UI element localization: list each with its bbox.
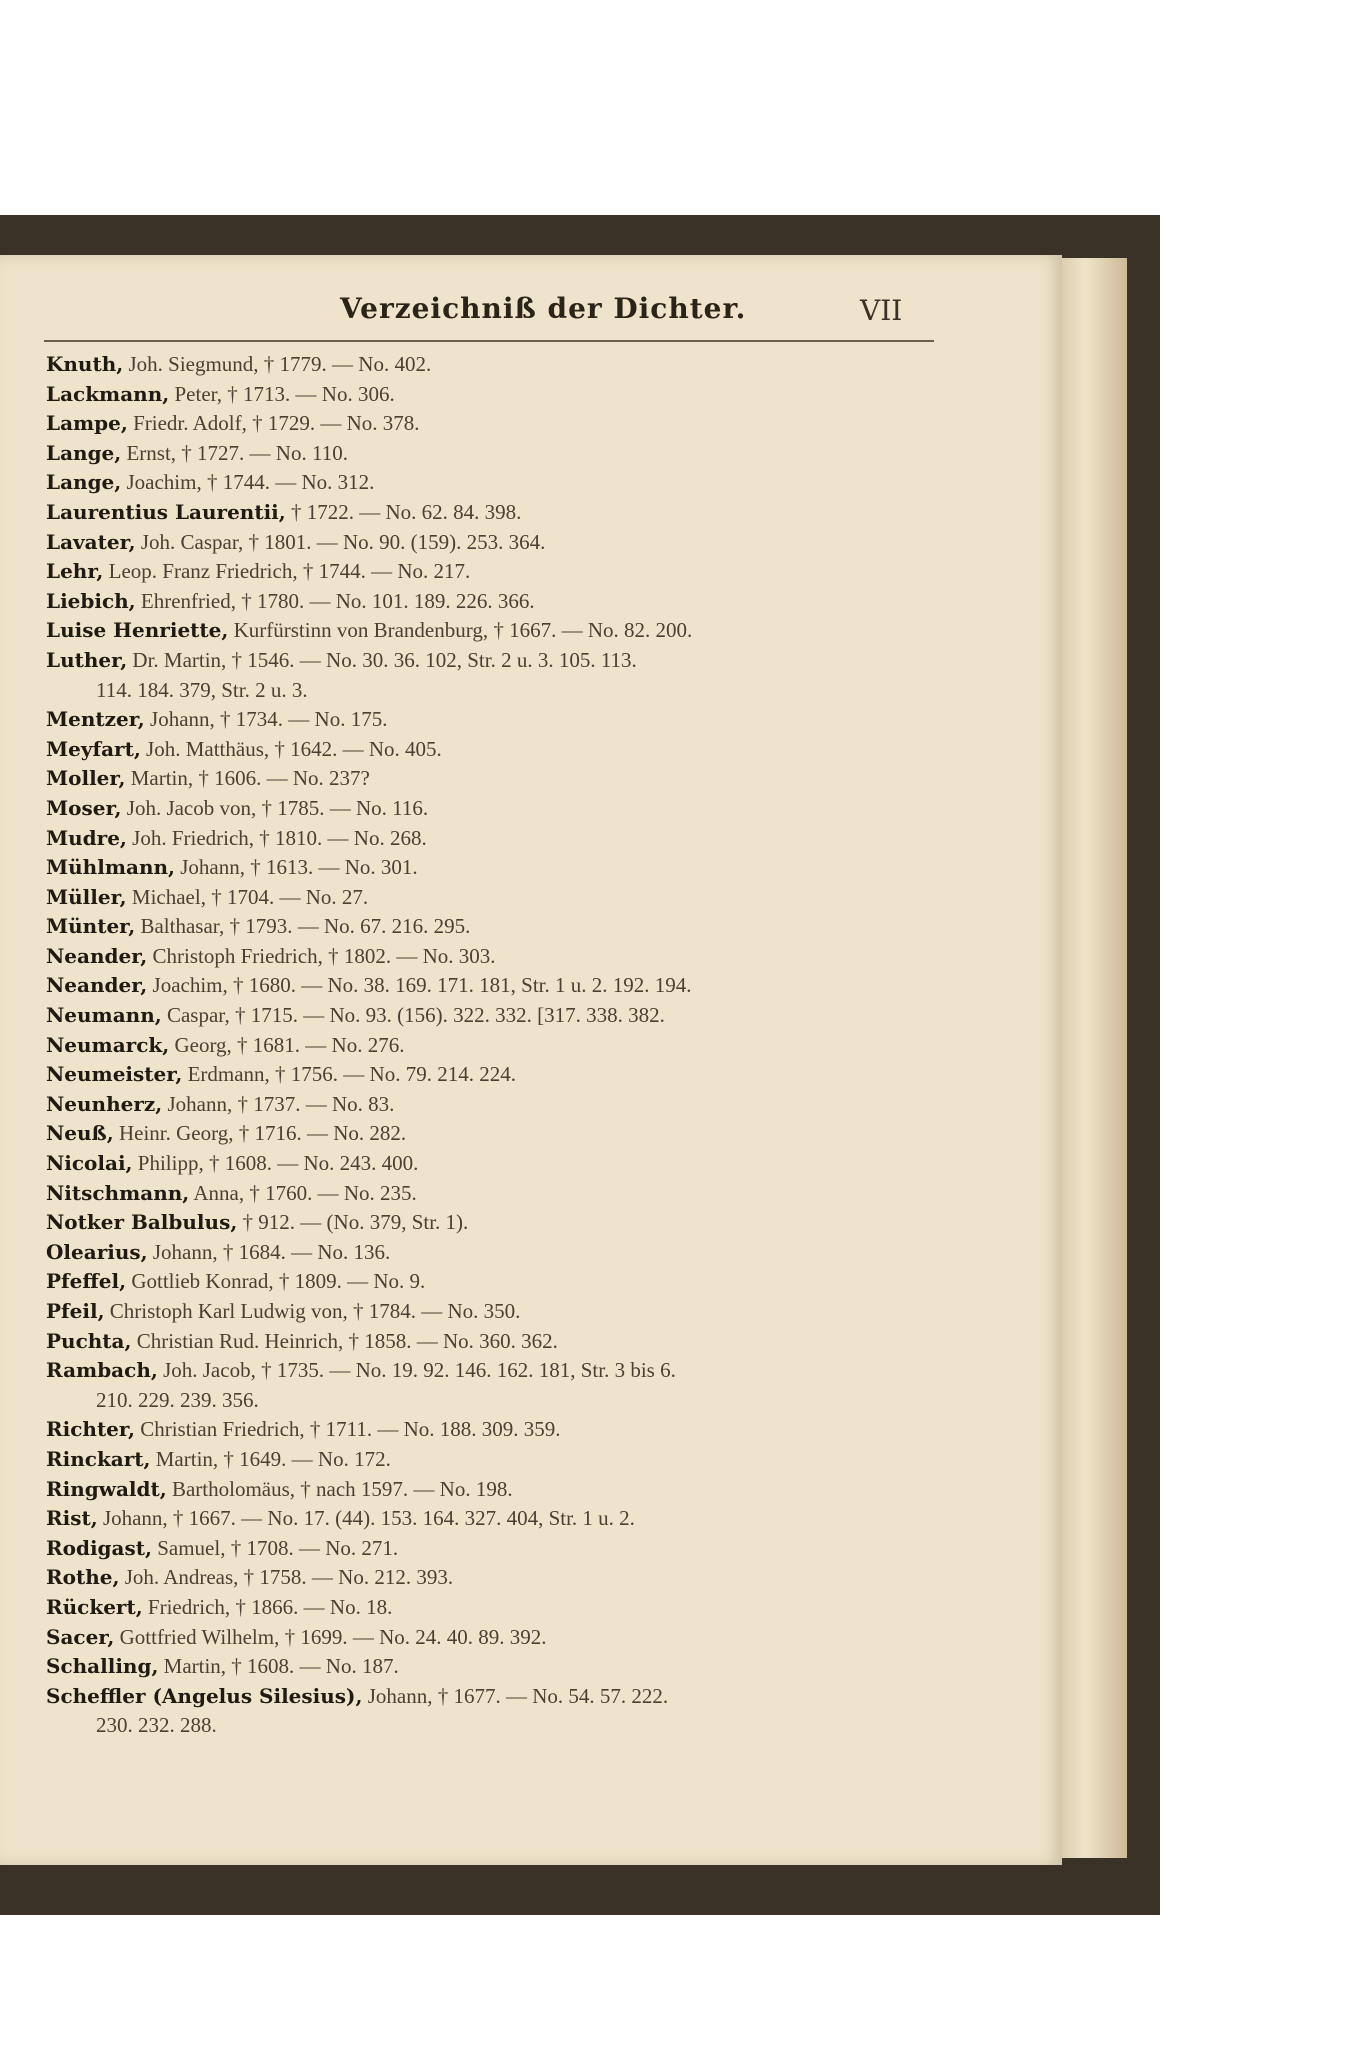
poet-details: Bartholomäus, † nach 1597. — No. 198. xyxy=(166,1476,513,1501)
poet-details: † 912. — (No. 379, Str. 1). xyxy=(237,1210,469,1235)
poet-name: Rodigast, xyxy=(46,1535,152,1560)
index-entry xyxy=(46,616,946,646)
poet-details: Heinr. Georg, † 1716. — No. 282. xyxy=(113,1121,407,1146)
index-entry xyxy=(46,468,946,498)
poet-name: Meyfart, xyxy=(46,736,141,761)
index-entry xyxy=(46,705,946,735)
index-entry xyxy=(46,794,946,824)
poet-name: Lackmann, xyxy=(46,381,170,406)
index-entry xyxy=(46,942,946,972)
poet-name: Mudre, xyxy=(46,825,127,850)
poet-name: Pfeil, xyxy=(46,1299,105,1323)
poet-name: Schalling, xyxy=(46,1654,159,1679)
index-entry xyxy=(46,735,946,765)
index-entry xyxy=(46,824,946,854)
index-entry xyxy=(46,528,946,558)
poet-name: Münter, xyxy=(46,914,136,939)
poet-name: Nicolai, xyxy=(46,1151,133,1176)
poet-name: Moser, xyxy=(46,795,122,820)
poet-details: Balthasar, † 1793. — No. 67. 216. 295. xyxy=(135,914,471,939)
poet-name: Rothe, xyxy=(46,1565,120,1590)
poet-name: Mühlmann, xyxy=(46,855,175,880)
poet-name: Neander, xyxy=(46,973,148,998)
poet-name: Rinckart, xyxy=(46,1446,151,1471)
poet-name: Rambach, xyxy=(46,1358,158,1383)
poet-name: Neander, xyxy=(46,943,148,968)
poet-name: Notker Balbulus, xyxy=(46,1210,238,1235)
index-entry xyxy=(46,971,946,1001)
poet-name: Ringwaldt, xyxy=(46,1476,167,1501)
index-entry xyxy=(46,1504,946,1534)
poet-name: Pfeffel, xyxy=(46,1269,127,1294)
index-entry xyxy=(46,439,946,469)
index-entry xyxy=(46,498,946,528)
poet-name: Rückert, xyxy=(46,1594,143,1619)
index-entry xyxy=(46,1593,946,1623)
poet-name: Müller, xyxy=(46,884,127,909)
poet-name: Moller, xyxy=(46,766,126,791)
poet-name: Luise Henriette, xyxy=(46,618,229,643)
index-entry xyxy=(46,1652,946,1682)
poet-details: Christian Rud. Heinrich, † 1858. — No. 360. 362. xyxy=(131,1328,558,1353)
poet-details: Ernst, † 1727. — No. 110. xyxy=(121,440,348,465)
poet-details: Johann, † 1667. — No. 17. (44). 153. 164. 327. 404, Str. 1 u. 2. xyxy=(97,1506,635,1531)
poet-name: Neuß, xyxy=(46,1121,114,1146)
index-entry xyxy=(46,1445,946,1475)
index-entry xyxy=(46,557,946,587)
poet-details: Christoph Friedrich, † 1802. — No. 303. xyxy=(147,943,496,968)
poet-name: Nitschmann, xyxy=(46,1180,190,1205)
poet-details: Joh. Jacob von, † 1785. — No. 116. xyxy=(121,795,429,820)
poet-name: Sacer, xyxy=(46,1624,115,1649)
index-entry xyxy=(46,1267,946,1297)
page-edges xyxy=(1055,258,1127,1858)
index-entry xyxy=(46,1327,946,1357)
index-entry xyxy=(46,1415,946,1445)
poet-details: Christian Friedrich, † 1711. — No. 188. 309. 359. xyxy=(134,1417,561,1442)
index-entry xyxy=(46,1119,946,1149)
poet-details: Joh. Siegmund, † 1779. — No. 402. xyxy=(123,352,432,376)
poet-name: Luther, xyxy=(46,647,128,672)
index-entry xyxy=(46,883,946,913)
poet-details: Gottlieb Konrad, † 1809. — No. 9. xyxy=(126,1269,426,1294)
index-entry xyxy=(46,409,946,439)
poet-name: Neumeister, xyxy=(46,1062,183,1087)
index-entry xyxy=(46,1179,946,1209)
poet-details: Martin, † 1608. — No. 187. xyxy=(158,1654,399,1679)
poet-details: Johann, † 1613. — No. 301. xyxy=(174,855,418,880)
poet-name: Lange, xyxy=(46,440,122,465)
poet-details: Joh. Friedrich, † 1810. — No. 268. xyxy=(126,825,427,850)
poet-details-continued: 230. 232. 288. xyxy=(96,1713,217,1738)
index-entry xyxy=(46,1356,946,1415)
header-rule xyxy=(44,340,934,342)
index-entry xyxy=(46,1534,946,1564)
index-entry xyxy=(46,646,946,705)
poet-details: Joh. Caspar, † 1801. — No. 90. (159). 253. 364. xyxy=(135,529,546,554)
index-entry xyxy=(46,1208,946,1238)
poet-details: Johann, † 1684. — No. 136. xyxy=(147,1239,391,1264)
poet-name: Neumarck, xyxy=(46,1032,170,1057)
page-header xyxy=(0,292,940,332)
poet-details: Philipp, † 1608. — No. 243. 400. xyxy=(132,1151,419,1176)
index-entry xyxy=(46,1623,946,1653)
poet-details: Joh. Jacob, † 1735. — No. 19. 92. 146. 162. 181, Str. 3 bis 6. xyxy=(157,1358,676,1383)
page-title: Verzeichniß der Dichter. xyxy=(340,292,747,325)
poet-details: Friedrich, † 1866. — No. 18. xyxy=(142,1594,393,1619)
poet-details: Gottfried Wilhelm, † 1699. — No. 24. 40. 89. 392. xyxy=(114,1624,547,1649)
index-entry xyxy=(46,1149,946,1179)
index-entry xyxy=(46,1238,946,1268)
index-entry xyxy=(46,1031,946,1061)
poet-name: Lehr, xyxy=(46,559,104,584)
poet-name: Neunherz, xyxy=(46,1091,163,1116)
poet-name: Olearius, xyxy=(46,1239,148,1264)
index-entry xyxy=(46,380,946,410)
index-entry xyxy=(46,350,946,380)
poet-name: Lavater, xyxy=(46,529,136,554)
poet-name: Rist, xyxy=(46,1506,98,1531)
poet-details-continued: 114. 184. 379, Str. 2 u. 3. xyxy=(96,677,308,702)
poet-details: Friedr. Adolf, † 1729. — No. 378. xyxy=(127,411,420,436)
index-entry xyxy=(46,1001,946,1031)
poet-details: Michael, † 1704. — No. 27. xyxy=(126,884,369,909)
poet-details: Georg, † 1681. — No. 276. xyxy=(169,1032,405,1057)
poet-details: Caspar, † 1715. — No. 93. (156). 322. 332. [317. 338. 382. xyxy=(161,1003,665,1028)
index-entry xyxy=(46,1297,946,1327)
poet-details: Johann, † 1677. — No. 54. 57. 222. xyxy=(362,1683,669,1708)
poet-name: Scheffler (Angelus Silesius), xyxy=(46,1683,363,1708)
index-entry xyxy=(46,1060,946,1090)
poet-details: Samuel, † 1708. — No. 271. xyxy=(151,1535,399,1560)
poet-name: Richter, xyxy=(46,1417,135,1442)
poet-name: Knuth, xyxy=(46,352,124,376)
poet-details: Leop. Franz Friedrich, † 1744. — No. 217. xyxy=(103,559,471,584)
index-entry xyxy=(46,853,946,883)
poet-details: Erdmann, † 1756. — No. 79. 214. 224. xyxy=(182,1062,516,1087)
poet-name: Neumann, xyxy=(46,1003,162,1028)
page-number: VII xyxy=(860,294,903,327)
poet-name: Lampe, xyxy=(46,411,128,436)
poet-name: Mentzer, xyxy=(46,707,145,732)
poet-details: Johann, † 1737. — No. 83. xyxy=(162,1091,395,1116)
poet-name: Laurentius Laurentii, xyxy=(46,499,286,524)
index-entry xyxy=(46,1475,946,1505)
poet-details: Johann, † 1734. — No. 175. xyxy=(144,707,388,732)
index-entry xyxy=(46,1563,946,1593)
poet-details: † 1722. — No. 62. 84. 398. xyxy=(285,499,522,524)
index-entry xyxy=(46,1682,946,1741)
poet-details: Martin, † 1649. — No. 172. xyxy=(150,1446,391,1471)
poet-details: Christoph Karl Ludwig von, † 1784. — No. 350. xyxy=(104,1299,521,1323)
index-entry xyxy=(46,1090,946,1120)
poet-details: Dr. Martin, † 1546. — No. 30. 36. 102, Str. 2 u. 3. 105. 113. xyxy=(127,647,637,672)
poet-details: Peter, † 1713. — No. 306. xyxy=(169,381,395,406)
poet-name: Lange, xyxy=(46,470,122,495)
poet-details: Joh. Andreas, † 1758. — No. 212. 393. xyxy=(119,1565,454,1590)
index-entry xyxy=(46,764,946,794)
poet-details: Joachim, † 1744. — No. 312. xyxy=(121,470,375,495)
poet-details: Joh. Matthäus, † 1642. — No. 405. xyxy=(140,736,442,761)
poet-name: Liebich, xyxy=(46,588,136,613)
poet-details: Martin, † 1606. — No. 237? xyxy=(125,766,370,791)
poet-details: Anna, † 1760. — No. 235. xyxy=(189,1180,417,1205)
poet-details: Kurfürstinn von Brandenburg, † 1667. — No. 82. 200. xyxy=(228,618,693,643)
poet-details: Ehrenfried, † 1780. — No. 101. 189. 226. 366. xyxy=(135,588,535,613)
index-entry xyxy=(46,587,946,617)
poet-details: Joachim, † 1680. — No. 38. 169. 171. 181, Str. 1 u. 2. 192. 194. xyxy=(147,973,692,998)
index-entry xyxy=(46,912,946,942)
poet-details-continued: 210. 229. 239. 356. xyxy=(96,1387,259,1412)
poet-index-list xyxy=(46,350,946,1741)
poet-name: Puchta, xyxy=(46,1328,132,1353)
